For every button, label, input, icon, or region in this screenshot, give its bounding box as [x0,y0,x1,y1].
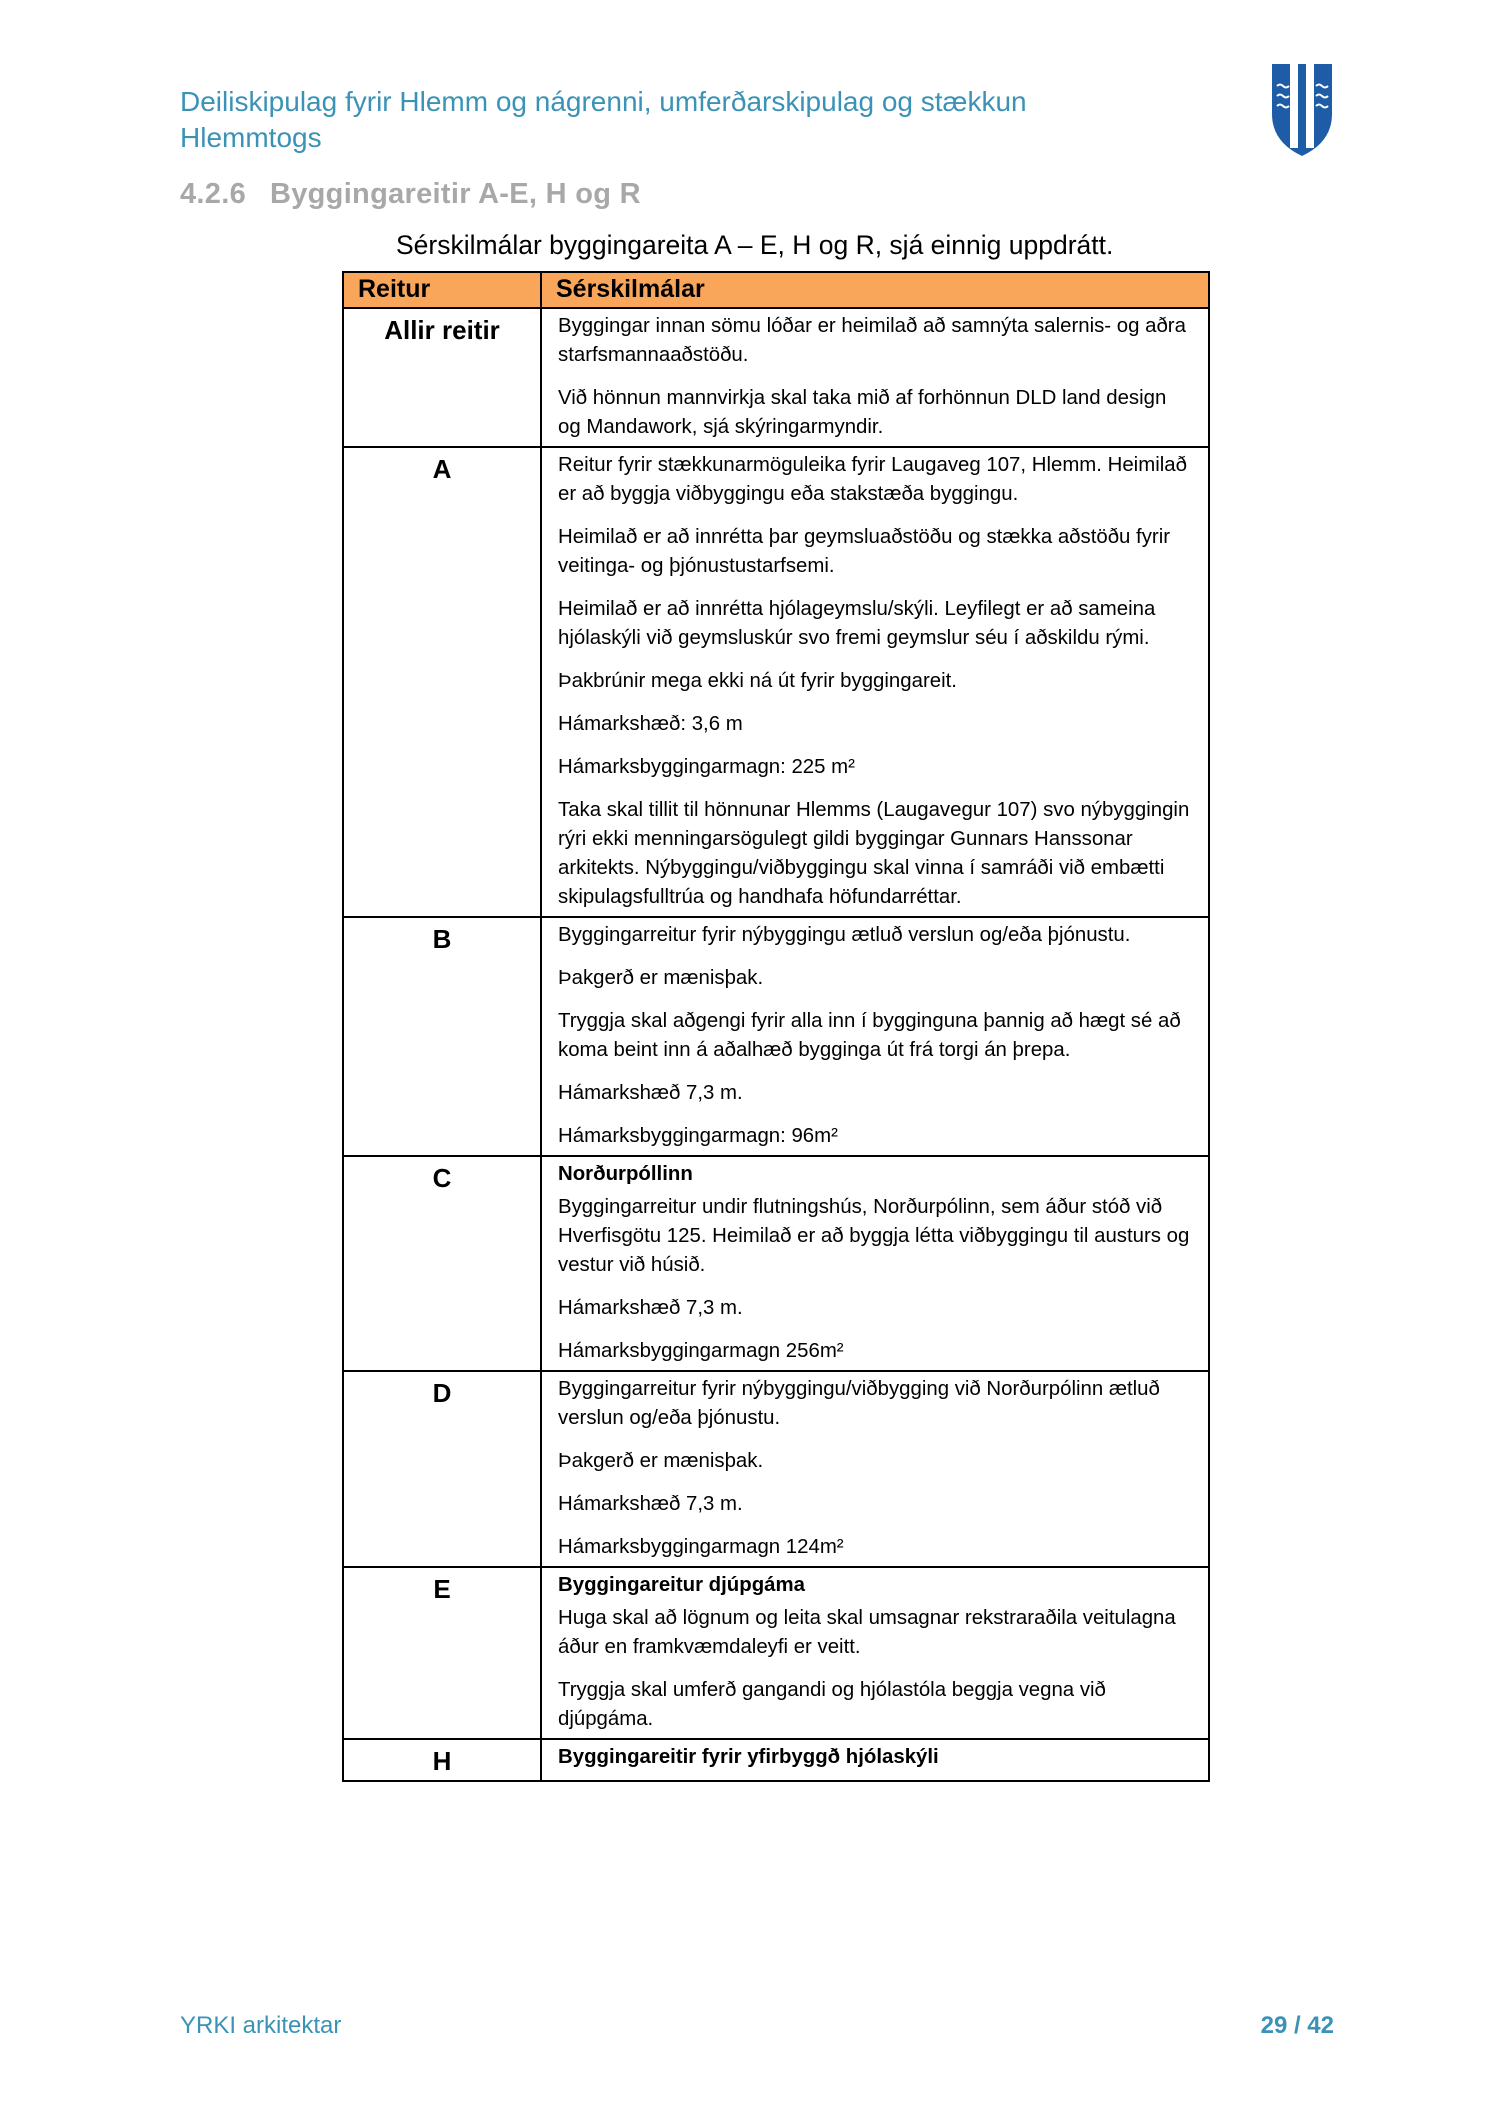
rule-paragraph: Þakgerð er mænisþak. [558,967,764,989]
rule-paragraph: Byggingar innan sömu lóðar er heimilað að samnýta salernis- og aðra starfsmannaaðstöðu. [558,315,1186,366]
reitur-cell: D [343,1371,541,1567]
table-row [343,1567,1209,1739]
rule-subheading: Byggingareitur djúpgáma [558,1574,805,1596]
rule-paragraph: Hámarksbyggingarmagn: 96m² [558,1125,838,1147]
rule-subheading: Byggingareitir fyrir yfirbyggð hjólaskýli [558,1746,939,1768]
reitur-cell: Allir reitir [343,308,541,447]
section-number: 4.2.6 [180,178,246,210]
reitur-cell: E [343,1567,541,1739]
rule-paragraph: Hámarksbyggingarmagn 256m² [558,1340,844,1362]
rule-paragraph: Hámarksbyggingarmagn 124m² [558,1536,844,1558]
rule-paragraph: Huga skal að lögnum og leita skal umsagnar rekstraraðila veitulagna áður en framkvæmdaleyfi er veitt. [558,1607,1176,1658]
rule-paragraph: Byggingarreitur undir flutningshús, Norðurpólinn, sem áður stóð við Hverfisgötu 125. Heimilað er að byggja létta viðbyggingu til austurs og vestur við húsið. [558,1196,1190,1276]
rule-paragraph: Reitur fyrir stækkunarmöguleika fyrir Laugaveg 107, Hlemm. Heimilað er að byggja viðbyggingu eða stakstæða byggingu. [558,454,1187,505]
section-title: Byggingareitir A-E, H og R [270,178,641,210]
reitur-cell: C [343,1156,541,1371]
footer-page-number: 29 / 42 [1260,2012,1334,2039]
table-caption: Sérskilmálar byggingareita A – E, H og R, sjá einnig uppdrátt. [396,230,1114,260]
rule-paragraph: Taka skal tillit til hönnunar Hlemms (Laugavegur 107) svo nýbyggingin rýri ekki menningarsögulegt gildi byggingar Gunnars Hanssonar arkitekts. Nýbyggingu/viðbyggingu skal vinna í samráði við embætti skipulagsfulltrúa og handhafa höfundarréttar. [558,799,1190,908]
rule-paragraph: Heimilað er að innrétta þar geymsluaðstöðu og stækka aðstöðu fyrir veitinga- og þjónustustarfsemi. [558,526,1171,577]
rules-cell [541,917,1209,1156]
table-header-row [343,272,1209,308]
rule-paragraph: Þakgerð er mænisþak. [558,1450,764,1472]
rule-paragraph: Þakbrúnir mega ekki ná út fyrir byggingareit. [558,670,957,692]
reitur-cell: A [343,447,541,917]
reykjavik-coat-of-arms-icon [1270,62,1334,158]
rules-cell [541,447,1209,917]
table-row [343,917,1209,1156]
table-row [343,1156,1209,1371]
document-title [180,84,1180,156]
rules-cell [541,308,1209,447]
table-row [343,1739,1209,1781]
document-title-line-1: Deiliskipulag fyrir Hlemm og nágrenni, umferðarskipulag og stækkun [180,86,1027,117]
rule-paragraph: Hámarkshæð 7,3 m. [558,1493,743,1515]
rule-paragraph: Hámarksbyggingarmagn: 225 m² [558,756,855,778]
rule-paragraph: Hámarkshæð 7,3 m. [558,1082,743,1104]
column-header-serskilmalar: Sérskilmálar [541,272,1209,308]
rule-paragraph: Tryggja skal umferð gangandi og hjólastóla beggja vegna við djúpgáma. [558,1679,1106,1730]
rule-paragraph: Heimilað er að innrétta hjólageymslu/skýli. Leyfilegt er að sameina hjólaskýli við geymsluskúr svo fremi geymslur séu í aðskildu rými. [558,598,1156,649]
rules-table [342,271,1210,1782]
rules-cell [541,1739,1209,1781]
rule-paragraph: Byggingarreitur fyrir nýbyggingu/viðbygging við Norðurpólinn ætluð verslun og/eða þjónustu. [558,1378,1160,1429]
reitur-cell: H [343,1739,541,1781]
table-row [343,308,1209,447]
table-row [343,1371,1209,1567]
section-heading [180,178,641,211]
rules-cell [541,1156,1209,1371]
footer-company: YRKI arkitektar [180,2012,342,2039]
rules-cell [541,1567,1209,1739]
rule-paragraph: Hámarkshæð: 3,6 m [558,713,743,735]
rule-paragraph: Við hönnun mannvirkja skal taka mið af forhönnun DLD land design og Mandawork, sjá skýringarmyndir. [558,387,1167,438]
table-body [343,308,1209,1781]
table-row [343,447,1209,917]
rule-paragraph: Tryggja skal aðgengi fyrir alla inn í bygginguna þannig að hægt sé að koma beint inn á aðalhæð bygginga út frá torgi án þrepa. [558,1010,1181,1061]
column-header-reitur: Reitur [343,272,541,308]
reitur-cell: B [343,917,541,1156]
document-title-line-2: Hlemmtogs [180,122,322,153]
rule-paragraph: Hámarkshæð 7,3 m. [558,1297,743,1319]
rules-cell [541,1371,1209,1567]
rule-paragraph: Byggingarreitur fyrir nýbyggingu ætluð verslun og/eða þjónustu. [558,924,1131,946]
rule-subheading: Norðurpóllinn [558,1163,693,1185]
